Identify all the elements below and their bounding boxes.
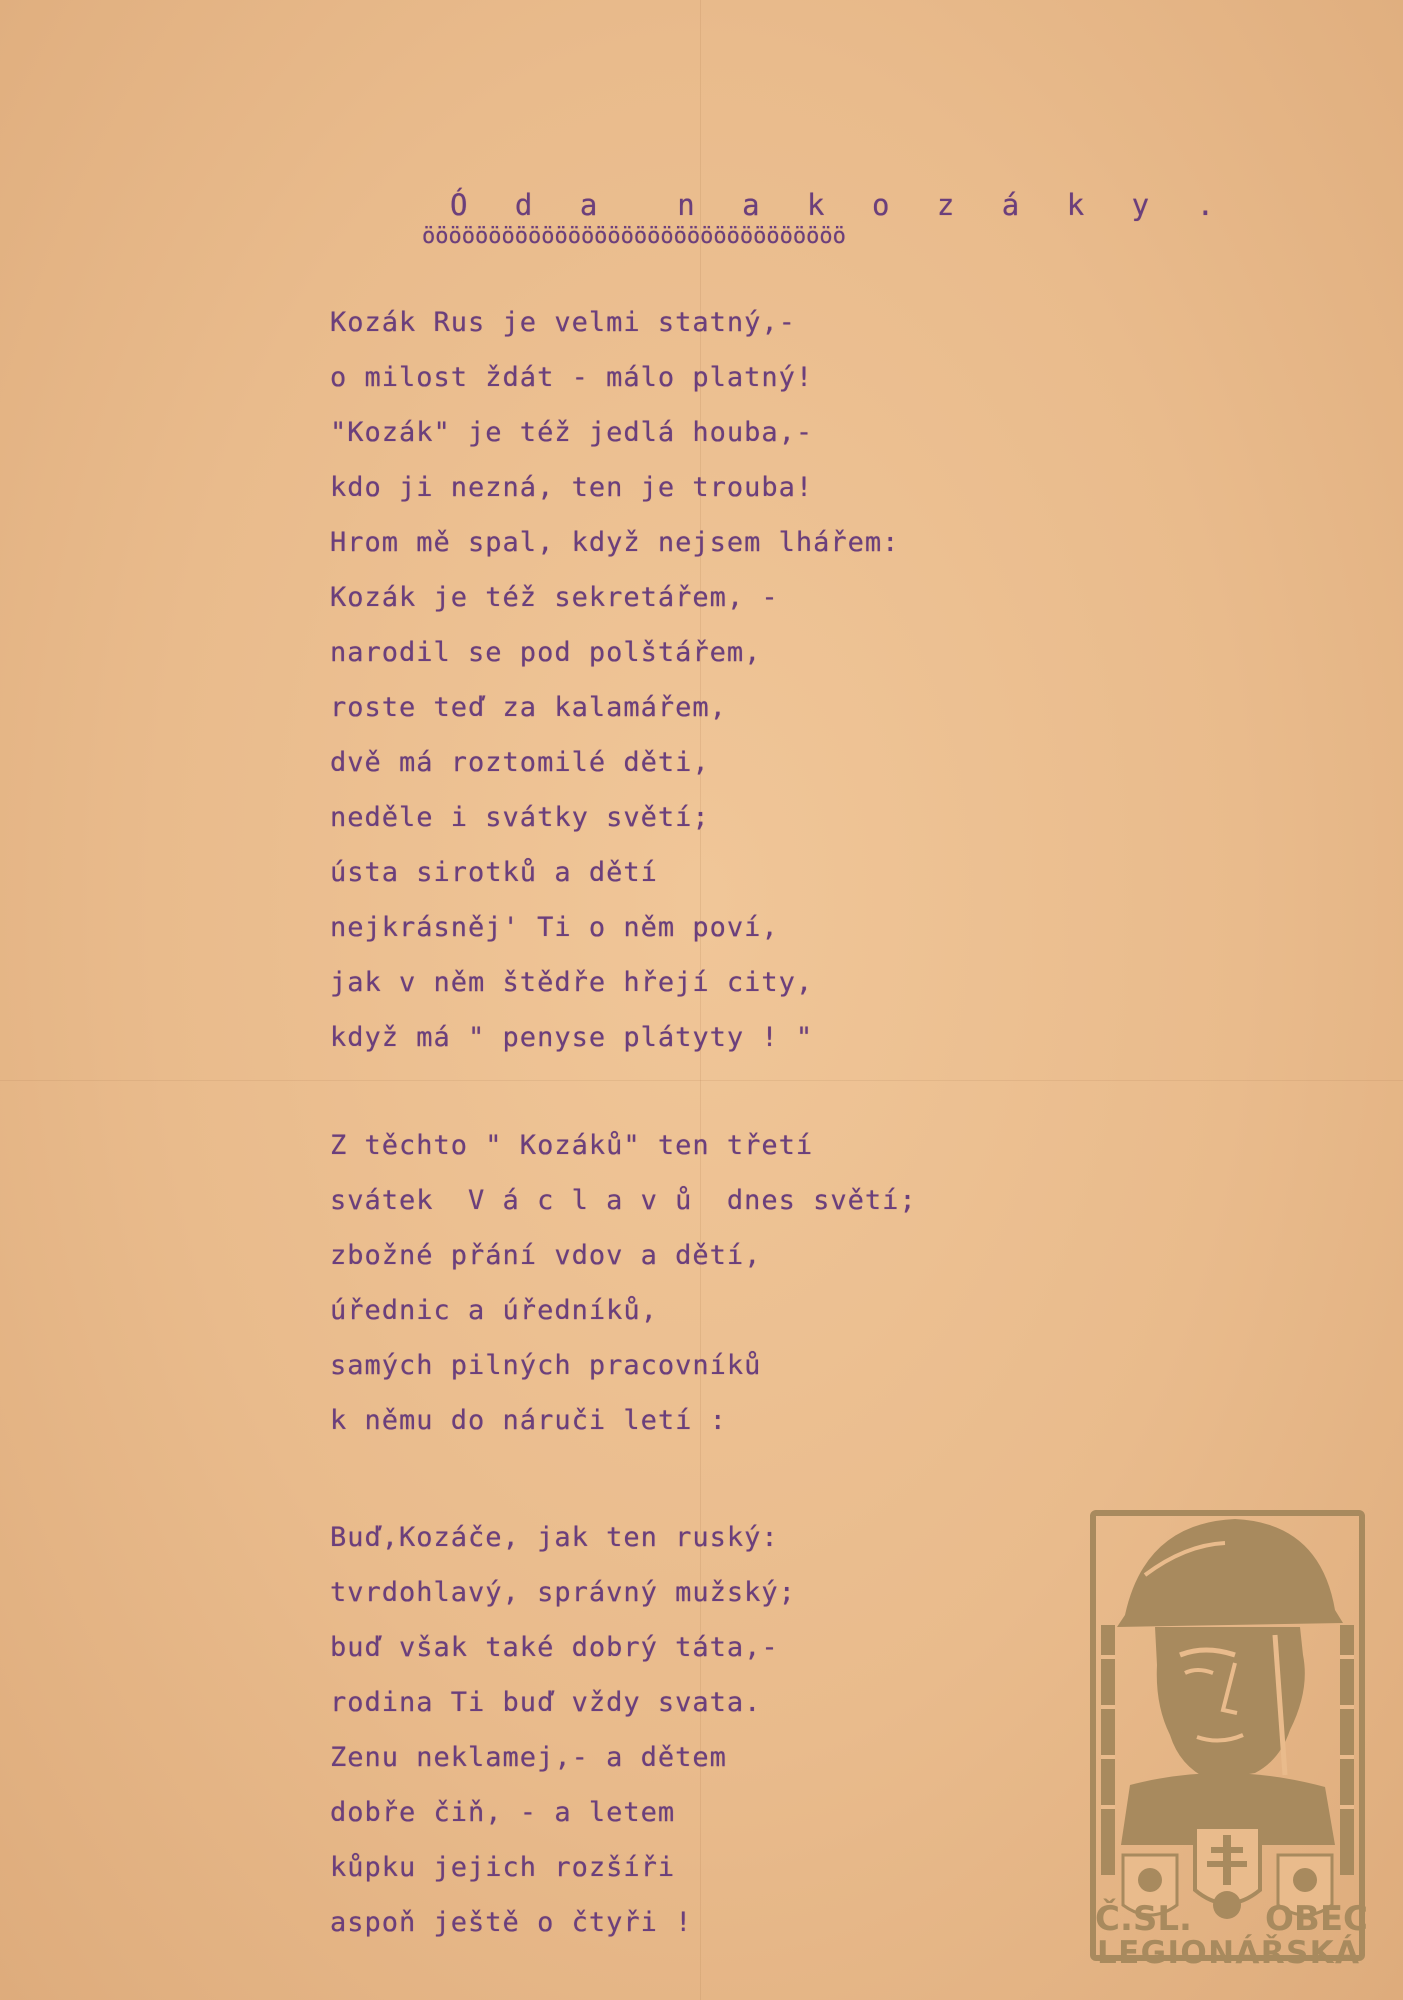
- poem-line: dvě má roztomilé děti,: [330, 747, 710, 778]
- poem-line: zbožné přání vdov a dětí,: [330, 1240, 762, 1271]
- stamp-text-csl: Č.SL.: [1095, 1899, 1192, 1939]
- poem-line: buď však také dobrý táta,-: [330, 1632, 779, 1663]
- poem-line: o milost ždát - málo platný!: [330, 362, 814, 393]
- paper-fold-horizontal: [0, 1080, 1403, 1081]
- poem-line: "Kozák" je též jedlá houba,-: [330, 417, 814, 448]
- poem-line: aspoň ještě o čtyři !: [330, 1907, 693, 1938]
- poem-line: Hrom mě spal, když nejsem lhářem:: [330, 527, 900, 558]
- title-underline: öööööööööööööööööööööööööööööööö: [422, 224, 846, 249]
- poem-line: narodil se pod polštářem,: [330, 637, 762, 668]
- poem-line: dobře čiň, - a letem: [330, 1797, 676, 1828]
- stamp-text-obec: OBEC: [1265, 1899, 1368, 1939]
- poem-line: svátek V á c l a v ů dnes světí;: [330, 1185, 917, 1216]
- poem-line: Zenu neklamej,- a dětem: [330, 1742, 727, 1773]
- poem-line: neděle i svátky světí;: [330, 802, 710, 833]
- stamp-text-legionarska: LEGIONÁŘSKÁ: [1097, 1935, 1359, 1970]
- poem-line: Kozák Rus je velmi statný,-: [330, 307, 796, 338]
- poem-line: jak v něm štědře hřejí city,: [330, 967, 814, 998]
- poem-line: Kozák je též sekretářem, -: [330, 582, 779, 613]
- poem-line: ústa sirotků a dětí: [330, 857, 658, 888]
- stanza-2: [330, 1118, 917, 1448]
- poem-line: roste teď za kalamářem,: [330, 692, 727, 723]
- poem-line: k němu do náruči letí :: [330, 1405, 727, 1436]
- poem-line: Buď,Kozáče, jak ten ruský:: [330, 1522, 779, 1553]
- poem-line: samých pilných pracovníků: [330, 1350, 762, 1381]
- poem-line: kdo ji nezná, ten je trouba!: [330, 472, 814, 503]
- poem-line: kůpku jejich rozšíři: [330, 1852, 676, 1883]
- stanza-1: [330, 295, 899, 1065]
- poem-line: když má " penyse plátyty ! ": [330, 1022, 814, 1053]
- poem-title: Ó d a n a k o z á k y .: [450, 188, 1230, 222]
- poem-line: nejkrásněj' Ti o něm poví,: [330, 912, 779, 943]
- poem-line: rodina Ti buď vždy svata.: [330, 1687, 762, 1718]
- poem-line: úřednic a úředníků,: [330, 1295, 658, 1326]
- poem-line: Z těchto " Kozáků" ten třetí: [330, 1130, 814, 1161]
- legion-stamp-logo: [1085, 1505, 1370, 1970]
- stanza-3: [330, 1510, 796, 1950]
- poem-line: tvrdohlavý, správný mužský;: [330, 1577, 796, 1608]
